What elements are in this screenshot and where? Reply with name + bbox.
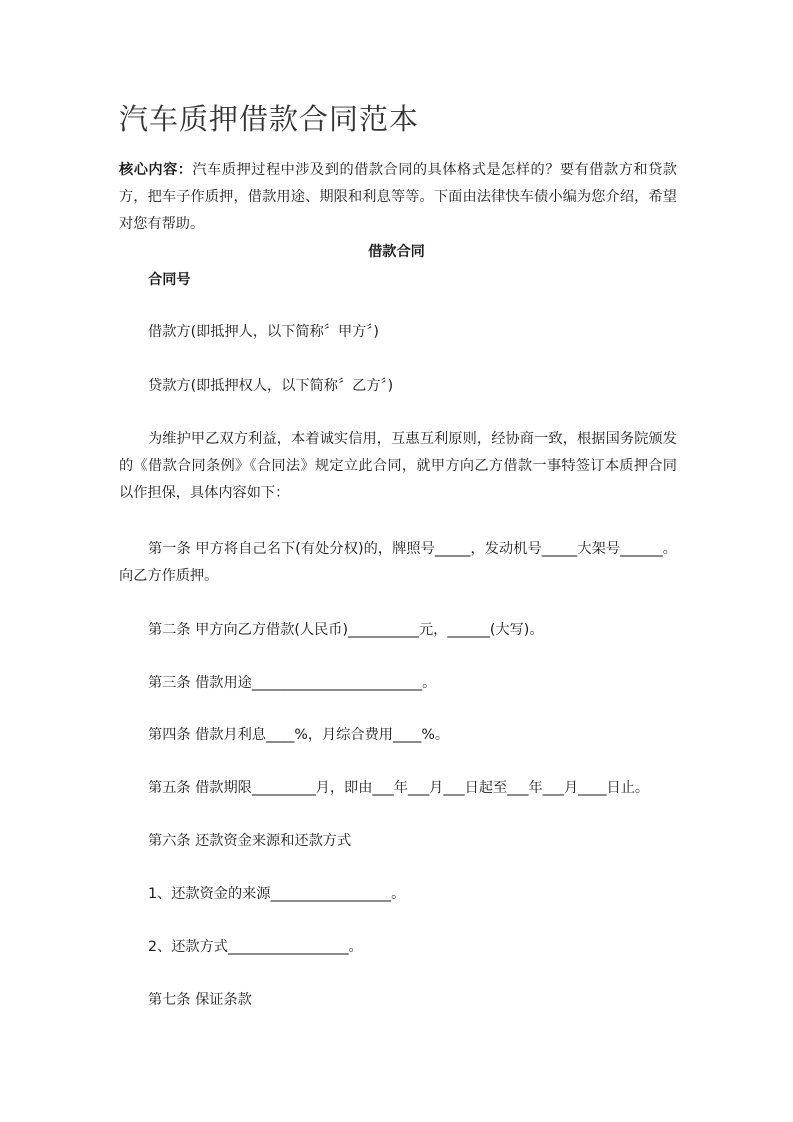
- contract-heading: 借款合同: [368, 244, 425, 260]
- contract-number-label: 合同号: [148, 272, 191, 288]
- article-6-item-2: 2、还款方式_________________。: [148, 939, 363, 955]
- article-3: 第三条 借款用途________________________。: [148, 675, 437, 691]
- intro-label: 核心内容：: [119, 162, 193, 178]
- article-5: 第五条 借款期限_________月，即由___年___月___日起至___年___月____日止。: [148, 780, 650, 796]
- article-2: 第二条 甲方向乙方借款(人民币)__________元，______(大写)。: [148, 622, 544, 638]
- lender-line: 贷款方(即抵押权人，以下简称〞乙方〞): [148, 378, 394, 394]
- article-6-item-1: 1、还款资金的来源_________________。: [148, 886, 406, 902]
- borrower-line: 借款方(即抵押人，以下简称〞甲方〞): [148, 324, 379, 340]
- article-1: 第一条 甲方将自己名下(有处分权)的，牌照号_____，发动机号_____大架号______。向乙方作质押。: [119, 541, 677, 584]
- intro-text: 汽车质押过程中涉及到的借款合同的具体格式是怎样的？要有借款方和贷款方，把车子作质押，借款用途、期限和利息等等。下面由法律快车债小编为您介绍，希望对您有帮助。: [119, 162, 677, 232]
- article-7: 第七条 保证条款: [148, 992, 252, 1008]
- article-4: 第四条 借款月利息____%，月综合费用____%。: [148, 727, 450, 743]
- article-6: 第六条 还款资金来源和还款方式: [148, 833, 352, 849]
- intro-paragraph: [119, 157, 677, 238]
- page-title: 汽车质押借款合同范本: [119, 102, 420, 136]
- preamble-paragraph: 为维护甲乙双方利益，本着诚实信用，互惠互利原则，经协商一致，根据国务院颁发的《借款合同条例》《合同法》规定立此合同，就甲方向乙方借款一事特签订本质押合同以作担保，具体内容如下：: [119, 431, 677, 501]
